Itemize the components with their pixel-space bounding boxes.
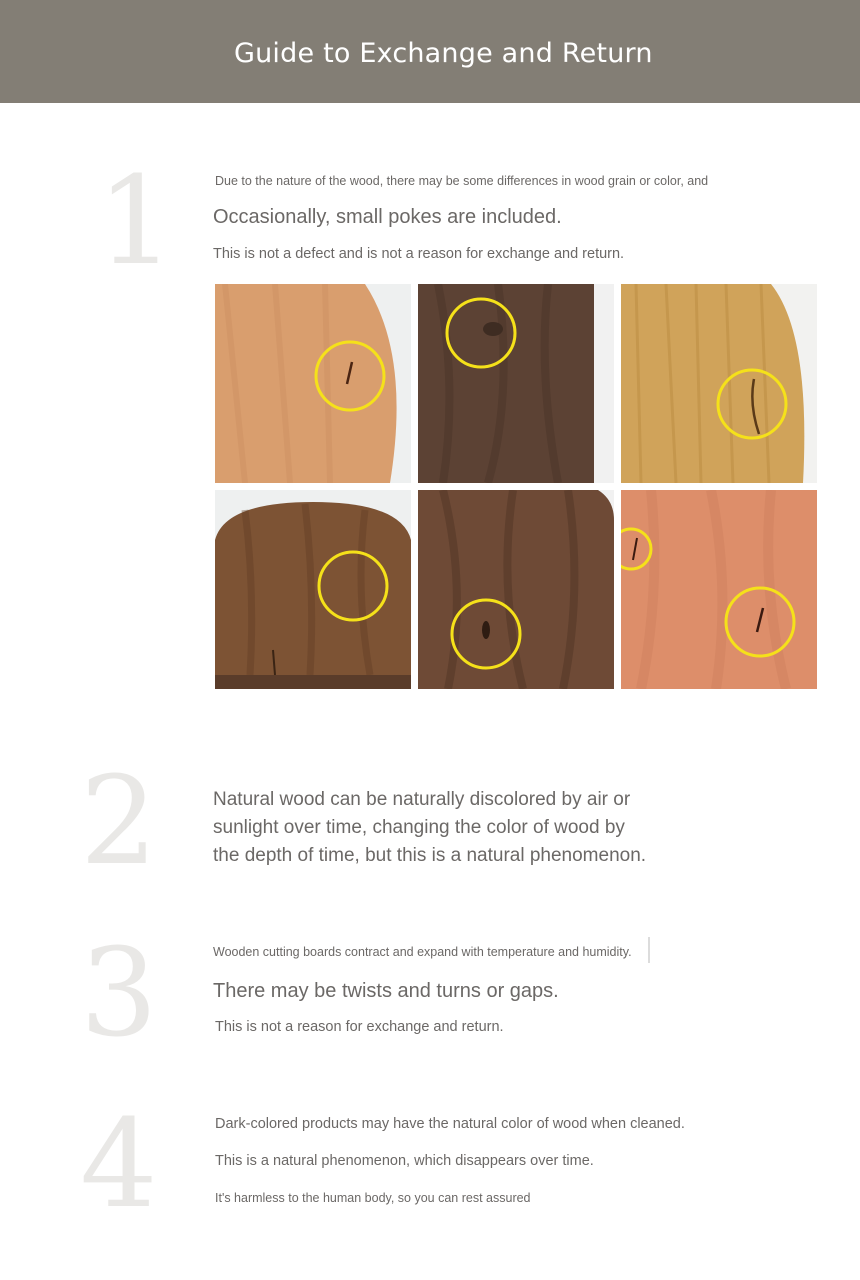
- section-3-line-2: There may be twists and turns or gaps.: [213, 980, 559, 1002]
- divider-mark: [648, 937, 650, 963]
- section-4-line-1: Dark-colored products may have the natural color of wood when cleaned.: [215, 1116, 685, 1132]
- section-1-line-2: Occasionally, small pokes are included.: [213, 206, 562, 228]
- wood-board-shape: [621, 284, 804, 483]
- photo-walnut-board-knot: [418, 284, 614, 483]
- section-number-1: 1: [97, 150, 175, 292]
- section-number-4: 4: [80, 1093, 158, 1235]
- photo-cherry-closeup-cracks: [621, 490, 817, 689]
- wood-sample-photo-grid: [215, 284, 817, 689]
- section-4-line-2: This is a natural phenomenon, which disappears over time.: [215, 1153, 594, 1169]
- page-header: [0, 0, 860, 103]
- section-1-line-1: Due to the nature of the wood, there may be some differences in wood grain or color, and: [215, 174, 709, 188]
- section-1-line-3: This is not a defect and is not a reason for exchange and return.: [213, 246, 625, 262]
- photo-walnut-arch-board-grain: [215, 490, 411, 689]
- section-2-line-3: the depth of time, but this is a natural phenomenon.: [213, 845, 647, 866]
- photo-cherry-board-crack: [215, 284, 411, 483]
- section-4-line-3: It's harmless to the human body, so you can rest assured: [215, 1191, 531, 1205]
- section-2-line-1: Natural wood can be naturally discolored by air or: [213, 789, 631, 810]
- section-2-line-2: sunlight over time, changing the color of wood by: [213, 817, 625, 838]
- section-number-3: 3: [80, 922, 158, 1064]
- page-title: Guide to Exchange and Return: [234, 38, 653, 69]
- photo-walnut-arch-board-spot: [418, 490, 614, 689]
- section-3-line-3: This is not a reason for exchange and return.: [215, 1019, 504, 1035]
- photo-oak-board-crack: [621, 284, 817, 483]
- section-number-2: 2: [80, 750, 158, 892]
- section-3-line-1: Wooden cutting boards contract and expand with temperature and humidity.: [213, 945, 632, 959]
